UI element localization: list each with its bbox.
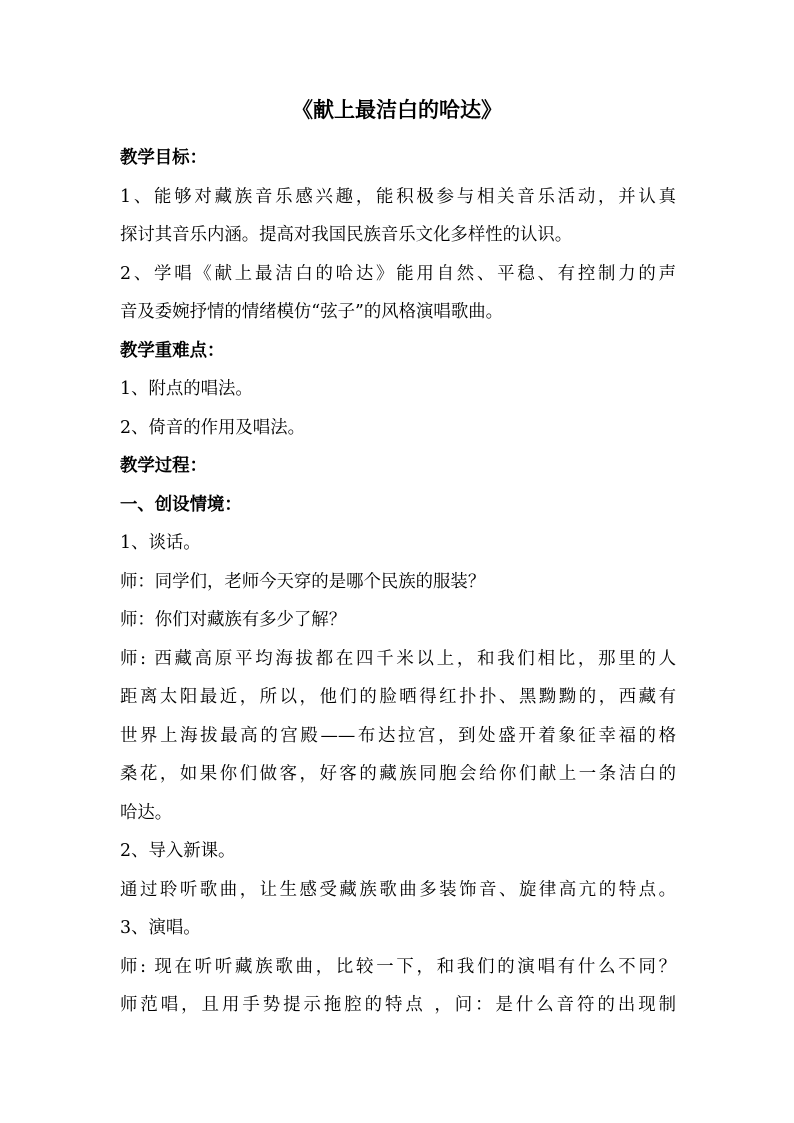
paragraph-line: 1、能够对藏族音乐感兴趣，能积极参与相关音乐活动，并认真 (120, 186, 676, 207)
paragraph-line: 1、附点的唱法。 (120, 379, 253, 399)
heading-teaching-objectives: 教学目标： (120, 148, 207, 168)
paragraph-line: 师：你们对藏族有多少了解？ (120, 610, 347, 630)
paragraph-line: 2、导入新课。 (120, 841, 236, 861)
paragraph-line: 距离太阳最近，所以，他们的脸晒得红扑扑、黑黝黝的，西藏有 (120, 687, 676, 707)
paragraph-line: 探讨其音乐内涵。提高对我国民族音乐文化多样性的认识。 (120, 225, 573, 245)
heading-key-points: 教学重难点： (120, 340, 225, 361)
heading-teaching-process: 教学过程： (120, 456, 207, 476)
document-body (120, 143, 676, 1029)
paragraph-line: 2、倚音的作用及唱法。 (120, 417, 305, 438)
paragraph-line: 通过聆听歌曲，让生感受藏族歌曲多装饰音、旋律高亢的特点。 (120, 879, 676, 900)
document-title: 《献上最洁白的哈达》 (292, 97, 502, 122)
paragraph-line: 师：同学们，老师今天穿的是哪个民族的服装？ (120, 571, 486, 592)
paragraph-line: 1、谈话。 (120, 533, 201, 553)
paragraph-line: 音及委婉抒情的情绪模仿“弦子”的风格演唱歌曲。 (120, 302, 503, 322)
paragraph-line: 2、学唱《献上最洁白的哈达》能用自然、平稳、有控制力的声 (120, 263, 676, 284)
paragraph-line: 师: 现在听听藏族歌曲，比较一下，和我们的演唱有什么不同？ (120, 956, 676, 977)
paragraph-line: 师范唱，且用手势提示拖腔的特点 ，问：是什么音符的出现制 (120, 995, 676, 1015)
paragraph-line: 世界上海拔最高的宫殿——布达拉宫，到处盛开着象征幸福的格 (120, 725, 676, 746)
heading-create-context: 一、创设情境： (120, 494, 242, 515)
paragraph-line: 师: 西藏高原平均海拔都在四千米以上，和我们相比，那里的人 (120, 648, 676, 669)
paragraph-line: 哈达。 (120, 802, 173, 823)
paragraph-line: 3、演唱。 (120, 918, 201, 938)
paragraph-line: 桑花，如果你们做客，好客的藏族同胞会给你们献上一条洁白的 (120, 764, 676, 784)
